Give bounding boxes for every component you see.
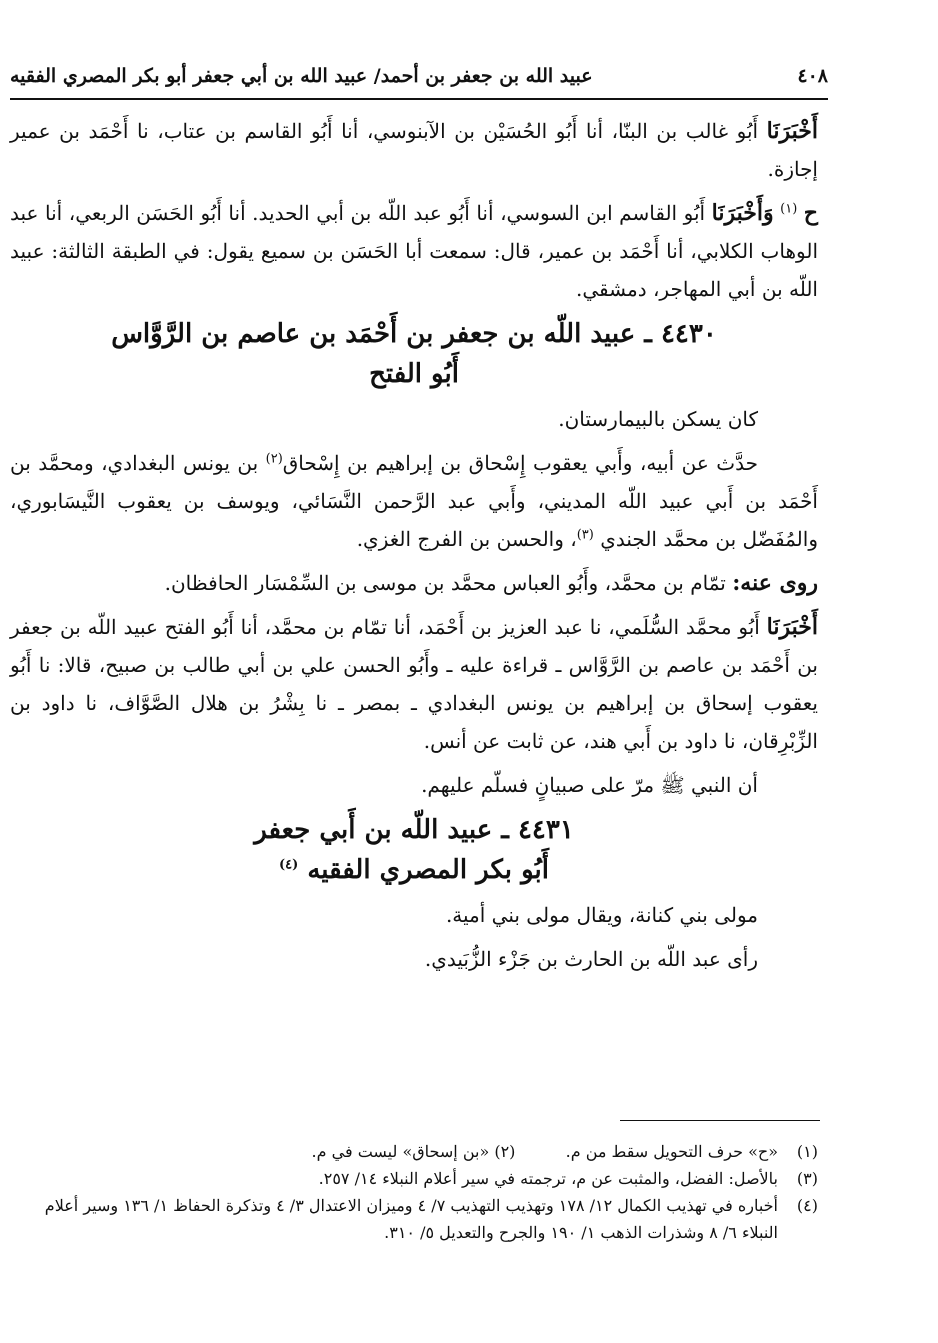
footnote-ref: (٢) <box>265 451 283 467</box>
paragraph-clientage: مولى بني كنانة، ويقال مولى بني أمية. <box>445 903 758 927</box>
footnote-ref: (٤) <box>278 857 299 873</box>
footnotes <box>10 1138 818 1246</box>
footnote-item <box>10 1165 818 1192</box>
paragraph-text: أَبُو محمَّد السُّلَمي، نا عبد العزيز بن أَحْمَد، أنا تمّام بن محمَّد، أنا أَبُو الفتح عبيد اللّه بن جعفر بن أَحْمَد بن عاصم بن الرَّوَّاس ـ قراءة عليه ـ وأَبُو الحسن علي بن أبي طالب بن صبيح، قالا: نا أَبُو يعقوب إسحاق بن إبراهيم بن يونس البغدادي ـ بمصر ـ نا بِشْرُ بن هلال الصَّوَّاف، نا داود بن الزِّبْرِقان، نا داود بن أَبي هند، عن ثابت عن أنس. <box>10 615 818 753</box>
lead-word: روى عنه: <box>732 570 818 596</box>
entry-title: ٤٤٣٠ ـ عبيد اللّه بن جعفر بن أَحْمَد بن عاصم بن الرَّوَّاس <box>111 319 717 349</box>
page-number: ٤٠٨ <box>797 65 828 87</box>
footnote-ref: (٣) <box>576 527 594 543</box>
footnote-text: بالأصل: الفضل، والمثبت عن م، ترجمته في سير أعلام النبلاء ١٤/ ٢٥٧. <box>318 1169 778 1188</box>
paragraph-isnad-1 <box>10 112 818 188</box>
paragraph-text: بن يونس البغدادي، ومحمَّد بن أَحْمَد بن أَبي عبيد اللّه المديني، وأَبي عبد الرَّحمن النَّسَائي، ويوسف بن يعقوب النَّيسَابوري، والمُفَضّل بن محمَّد الجندي <box>10 451 818 551</box>
lead-word: أَخْبَرَنَا <box>766 118 818 144</box>
lead-word: وَأَخْبَرَنَا <box>711 200 774 226</box>
paragraph-narrated-from <box>10 444 818 558</box>
paragraph-text: أَبُو القاسم ابن السوسي، أنا أَبُو عبد اللّه بن أبي الحديد. أنا أَبُو الحَسَن الربعي، أنا عبد الوهاب الكلابي، أنا أَحْمَد بن عمير، قال: سمعت أبا الحَسَن بن سميع يقول: في الطبقة الثالثة: عبيد اللّه بن أبي المهاجر، دمشقي. <box>10 201 818 301</box>
paragraph-text: ، والحسن بن الفرج الغزي. <box>356 527 577 551</box>
entry-heading-4430 <box>10 314 818 394</box>
paragraph-hadith: أن النبي ﷺ مرّ على صبيانٍ فسلّم عليهم. <box>421 773 758 797</box>
paragraph-narrated-by <box>10 564 818 602</box>
footnote-ref: (١) <box>780 201 798 217</box>
footnote-number: (٤) <box>796 1196 818 1215</box>
paragraph-text: أَبُو غالب بن البنّا، أنا أَبُو الحُسَيْن بن الآبنوسي، أنا أَبُو القاسم بن عتاب، نا أَحْمَد بن عمير إجازة. <box>10 119 818 181</box>
header-rule <box>10 98 828 100</box>
paragraph-saw: رأى عبد اللّه بن الحارث بن جَزْء الزُّبَيدي. <box>424 947 758 971</box>
footnote-number: (٢) <box>494 1142 516 1161</box>
paragraph-text: حدَّث عن أبيه، وأَبي يعقوب إِسْحاق بن إبراهيم بن إِسْحاق <box>282 451 758 475</box>
lead-word: أَخْبَرَنَا <box>766 614 818 640</box>
footnote-text: «بن إسحاق» ليست في م. <box>311 1142 490 1161</box>
entry-heading-4431 <box>10 810 818 890</box>
footnote-item <box>10 1138 818 1165</box>
footnote-number: (٣) <box>796 1169 818 1188</box>
paragraph-residence: كان يسكن بالبيمارستان. <box>558 407 758 431</box>
footnote-rule <box>620 1120 820 1121</box>
paragraph-isnad-3 <box>10 608 818 760</box>
entry-title: ٤٤٣١ ـ عبيد اللّه بن أَبي جعفر <box>254 815 574 845</box>
entry-kunya: أَبُو الفتح <box>369 359 459 389</box>
paragraph-isnad-2 <box>10 194 818 308</box>
paragraph-text: تمّام بن محمَّد، وأَبُو العباس محمَّد بن موسى بن السِّمْسَار الحافظان. <box>164 571 733 595</box>
footnote-text: أخباره في تهذيب الكمال ١٢/ ١٧٨ وتهذيب التهذيب ٧/ ٤ وميزان الاعتدال ٣/ ٤ وتذكرة الحفاظ ١/ ١٣٦ وسير أعلام النبلاء ٦/ ٨ وشذرات الذهب ١/ ١٩٠ والجرح والتعديل ٥/ ٣١٠. <box>44 1196 778 1242</box>
entry-kunya: أَبُو بكر المصري الفقيه $^{(٤)}$ <box>278 855 549 885</box>
running-header <box>10 58 828 94</box>
running-title: عبيد الله بن جعفر بن أحمد/ عبيد الله بن أبي جعفر أبو بكر المصري الفقيه <box>10 65 593 87</box>
footnote-item <box>10 1192 818 1246</box>
footnote-text: «ح» حرف التحويل سقط من م. <box>565 1142 778 1161</box>
footnote-number: (١) <box>796 1142 818 1161</box>
main-text <box>10 112 818 984</box>
tahwil-mark: ح <box>803 200 818 226</box>
